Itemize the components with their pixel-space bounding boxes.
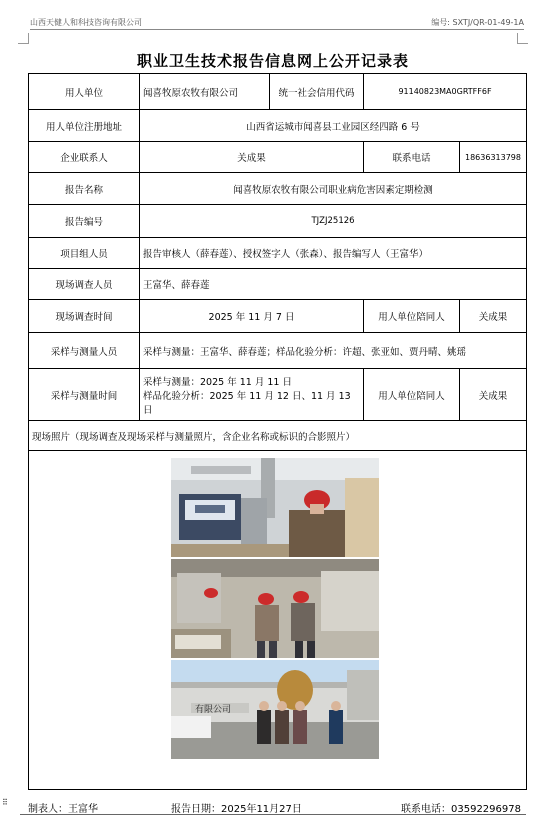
accompany-value: 关成果 <box>460 300 527 333</box>
team-suffix: ） <box>418 249 429 260</box>
row-survey-people <box>29 269 527 300</box>
row-photos-note <box>29 421 527 451</box>
site-photo-2-image <box>171 559 379 658</box>
site-photo-3 <box>171 660 379 759</box>
accompany2-value: 关成果 <box>460 369 527 421</box>
footer-date: 报告日期：2025年11月27日 <box>171 804 302 815</box>
team-label: 项目组人员 <box>29 238 140 269</box>
sampling-people-rest: 、薛春莲；样品化验分析：许超、张亚如、贾丹晴、姚瑶 <box>228 346 467 358</box>
row-team <box>29 238 527 269</box>
photos-cell <box>29 451 527 790</box>
signboard-text: 有限公司 <box>195 705 232 715</box>
row-report-name <box>29 173 527 205</box>
page-edge-mark: ⠿ <box>2 798 8 807</box>
survey-people-label: 现场调查人员 <box>29 269 140 300</box>
footer-divider <box>20 814 526 815</box>
sampling-people-value <box>140 333 527 369</box>
report-name-value: 闻喜牧原农牧有限公司职业病危害因素定期检测 <box>140 173 527 205</box>
accompany2-label: 用人单位陪同人 <box>364 369 460 421</box>
credit-code-value: 91140823MA0GRTFF6F <box>364 74 527 110</box>
contact-value: 关成果 <box>140 142 364 173</box>
header-code: 编号: SXTJ/QR-01-49-1A <box>431 18 524 27</box>
sampling-time-line2: 样品化验分析：2025 年 11 月 12 日、11 月 13 日 <box>143 390 351 416</box>
document-title: 职业卫生技术报告信息网上公开记录表 <box>136 52 409 70</box>
employer-value: 闻喜牧原农牧有限公司 <box>140 74 270 110</box>
survey-time-value: 2025 年 11 月 7 日 <box>140 300 364 333</box>
footer-maker: 制表人：王富华 <box>28 804 98 815</box>
survey-time-label: 现场调查时间 <box>29 300 140 333</box>
team-roles: 报告审核人（薛春莲）、授权签字人（张森）、报告编写人（ <box>143 249 391 260</box>
footer-phone: 联系电话：03592296978 <box>401 804 521 815</box>
sampling-people-label: 采样与测量人员 <box>29 333 140 369</box>
team-value <box>140 238 527 269</box>
margin-corner-mark <box>517 33 528 44</box>
row-contact <box>29 142 527 173</box>
sampling-person-name: 王富华 <box>200 346 229 358</box>
site-photo-2 <box>171 559 379 658</box>
team-writer-name: 王富华 <box>390 249 419 260</box>
survey-people-rest: 、薛春莲 <box>171 280 210 291</box>
row-sampling-time <box>29 369 527 421</box>
row-address <box>29 110 527 142</box>
row-employer <box>29 74 527 110</box>
report-name-label: 报告名称 <box>29 173 140 205</box>
address-label: 用人单位注册地址 <box>29 110 140 142</box>
sampling-time-value <box>140 369 364 421</box>
record-table <box>28 73 527 790</box>
survey-people-value <box>140 269 527 300</box>
photos-note: 现场照片（现场调查及现场采样与测量照片，含企业名称或标识的合影照片） <box>29 421 527 451</box>
address-value: 山西省运城市闻喜县工业园区经四路 6 号 <box>140 110 527 142</box>
credit-code-label: 统一社会信用代码 <box>270 74 364 110</box>
site-photo-3-image <box>171 660 379 759</box>
site-photo-1-image <box>171 458 379 557</box>
photos-area <box>29 451 526 789</box>
row-report-no <box>29 205 527 238</box>
phone-value: 18636313798 <box>460 142 527 173</box>
margin-corner-mark <box>18 33 29 44</box>
phone-label: 联系电话 <box>364 142 460 173</box>
survey-person-name: 王富华 <box>143 280 172 291</box>
sampling-time-label: 采样与测量时间 <box>29 369 140 421</box>
row-photos <box>29 451 527 790</box>
row-sampling-people <box>29 333 527 369</box>
contact-label: 企业联系人 <box>29 142 140 173</box>
accompany-label: 用人单位陪同人 <box>364 300 460 333</box>
header-company: 山西天健人和科技咨询有限公司 <box>30 18 142 27</box>
report-no-value: TJZJ25126 <box>140 205 527 238</box>
sampling-prefix: 采样与测量： <box>143 346 201 358</box>
employer-label: 用人单位 <box>29 74 140 110</box>
report-no-label: 报告编号 <box>29 205 140 238</box>
header-divider <box>30 29 524 30</box>
row-survey-time <box>29 300 527 333</box>
site-photo-1 <box>171 458 379 557</box>
sampling-time-line1: 采样与测量：2025 年 11 月 11 日 <box>143 376 292 388</box>
